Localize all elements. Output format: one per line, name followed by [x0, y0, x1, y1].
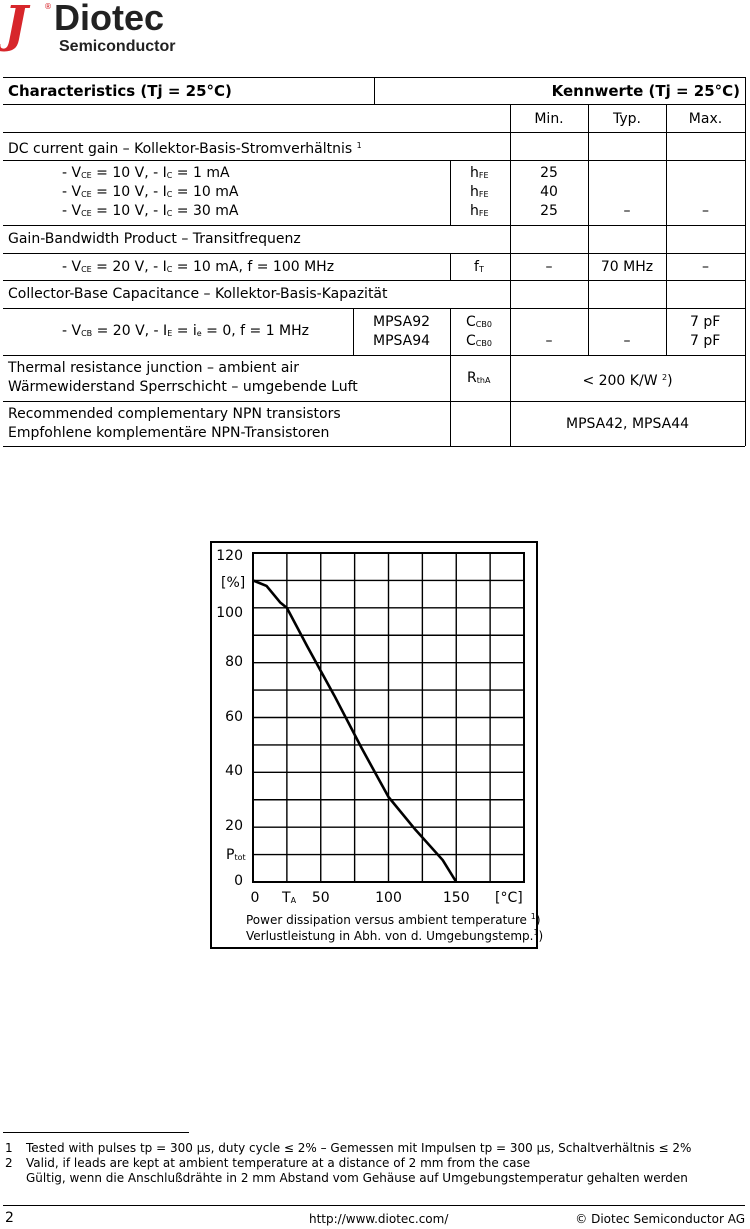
x-tick-label: 50	[311, 890, 330, 906]
footnote-divider	[3, 1132, 189, 1133]
x-tick-label: 150	[442, 890, 470, 906]
y-tick-label: 100	[216, 604, 243, 621]
gbw-condition: - $V_{CE} = 20$ V, - $I_C = 10$ mA, f = 100 MHz	[62, 259, 335, 275]
cap-symbol-1: $C_{CB0}$	[466, 314, 492, 330]
x-axis-symbol: $T_A$	[282, 890, 297, 906]
footnote-2-num: 2	[5, 1156, 13, 1170]
logo-mark: J	[4, 0, 28, 53]
y-tick-label: 0	[234, 873, 243, 889]
table-title-left: Characteristics (Tj = 25°C)	[8, 82, 232, 100]
cap-type-2: MPSA94	[373, 333, 431, 349]
x-axis-unit: [°C]	[495, 890, 523, 906]
footnote-1-text: Tested with pulses tp = 300 µs, duty cycle ≤ 2% – Gemessen mit Impulsen tp = 300 µs, Schaltverhältnis ≤ 2%	[26, 1141, 692, 1155]
dc-row-2-condition: - $V_{CE} = 10$ V, - $I_C = 10$ mA	[62, 184, 239, 200]
dc-row-3-condition: - $V_{CE} = 10$ V, - $I_C = 30$ mA	[62, 203, 239, 219]
x-tick-label: 100	[375, 890, 402, 906]
col-min: Min.	[534, 111, 564, 127]
y-tick-label: 80	[225, 653, 243, 670]
dc-row-3-max: –	[702, 203, 709, 219]
dc-row-2-min: 40	[540, 184, 558, 200]
gbw-max: –	[702, 259, 709, 275]
thermal-en: Thermal resistance junction – ambient air	[8, 360, 300, 376]
footer-copyright: © Diotec Semiconductor AG	[575, 1212, 745, 1226]
dc-row-2-symbol: $h_{FE}$	[470, 184, 489, 200]
y-axis-unit: [%]	[221, 575, 246, 591]
gbw-symbol: $f_T$	[474, 259, 484, 275]
col-typ: Typ.	[613, 111, 641, 127]
cap-condition: - $V_{CB} = 20$ V, - $I_E = i_e = 0$, f = 1 MHz	[62, 323, 310, 339]
footnote-2-text: Valid, if leads are kept at ambient temperature at a distance of 2 mm from the case	[26, 1156, 531, 1170]
complementary-value: MPSA42, MPSA44	[565, 416, 690, 432]
col-max: Max.	[688, 111, 723, 127]
thermal-de: Wärmewiderstand Sperrschicht – umgebende Luft	[8, 379, 358, 395]
table-title-right: Kennwerte (Tj = 25°C)	[551, 82, 740, 100]
thermal-value: < 200 K/W $^2$)	[582, 373, 673, 389]
y-tick-label: 20	[225, 818, 243, 835]
dc-row-1-symbol: $h_{FE}$	[470, 165, 489, 181]
y-axis-symbol: $P_{tot}$	[226, 847, 246, 863]
cap-type-1: MPSA92	[373, 314, 431, 330]
footer-divider	[3, 1205, 745, 1206]
chart-caption-de: Verlustleistung in Abh. von d. Umgebungstemp.$^1$)	[246, 928, 544, 943]
cap-max-2: 7 pF	[690, 333, 721, 349]
cap-typ: –	[623, 333, 631, 349]
registered-mark: ®	[44, 2, 52, 11]
dc-row-3-symbol: $h_{FE}$	[470, 203, 489, 219]
complementary-de: Empfohlene komplementäre NPN-Transistoren	[8, 425, 330, 441]
cap-min: –	[545, 333, 553, 349]
footer-url[interactable]: http://www.diotec.com/	[309, 1212, 449, 1226]
gbw-min: –	[545, 259, 553, 275]
cap-max-1: 7 pF	[690, 314, 721, 330]
complementary-en: Recommended complementary NPN transistors	[8, 406, 341, 422]
company-subtitle: Semiconductor	[59, 38, 176, 55]
chart-caption-en: Power dissipation versus ambient temperature $^1$)	[246, 912, 541, 927]
y-tick-label: 60	[225, 708, 243, 725]
page-number: 2	[5, 1210, 14, 1226]
dc-gain-title: DC current gain – Kollektor-Basis-Stromverhältnis $^1$	[8, 141, 362, 157]
cap-title: Collector-Base Capacitance – Kollektor-Basis-Kapazität	[8, 286, 388, 302]
gbw-title: Gain-Bandwidth Product – Transitfrequenz	[8, 231, 301, 247]
dc-row-3-min: 25	[540, 203, 558, 219]
thermal-symbol: $R_{thA}$	[467, 370, 491, 386]
y-tick-label: 120	[216, 548, 243, 564]
footnote-2-text-de: Gültig, wenn die Anschlußdrähte in 2 mm Abstand vom Gehäuse auf Umgebungstemperatur gehalten werden	[26, 1171, 688, 1185]
company-name: Diotec	[54, 0, 165, 38]
footnote-ref: 1	[356, 141, 362, 150]
footnote-1-num: 1	[5, 1141, 13, 1155]
gbw-typ: 70 MHz	[600, 259, 654, 275]
x-tick-label: 0	[250, 890, 260, 906]
y-tick-label: 40	[225, 763, 243, 780]
dc-row-3-typ: –	[623, 203, 631, 219]
cap-symbol-2: $C_{CB0}$	[466, 333, 492, 349]
dc-row-1-condition: - $V_{CE} = 10$ V, - $I_C = 1$ mA	[62, 165, 230, 181]
dc-row-1-min: 25	[540, 165, 558, 181]
